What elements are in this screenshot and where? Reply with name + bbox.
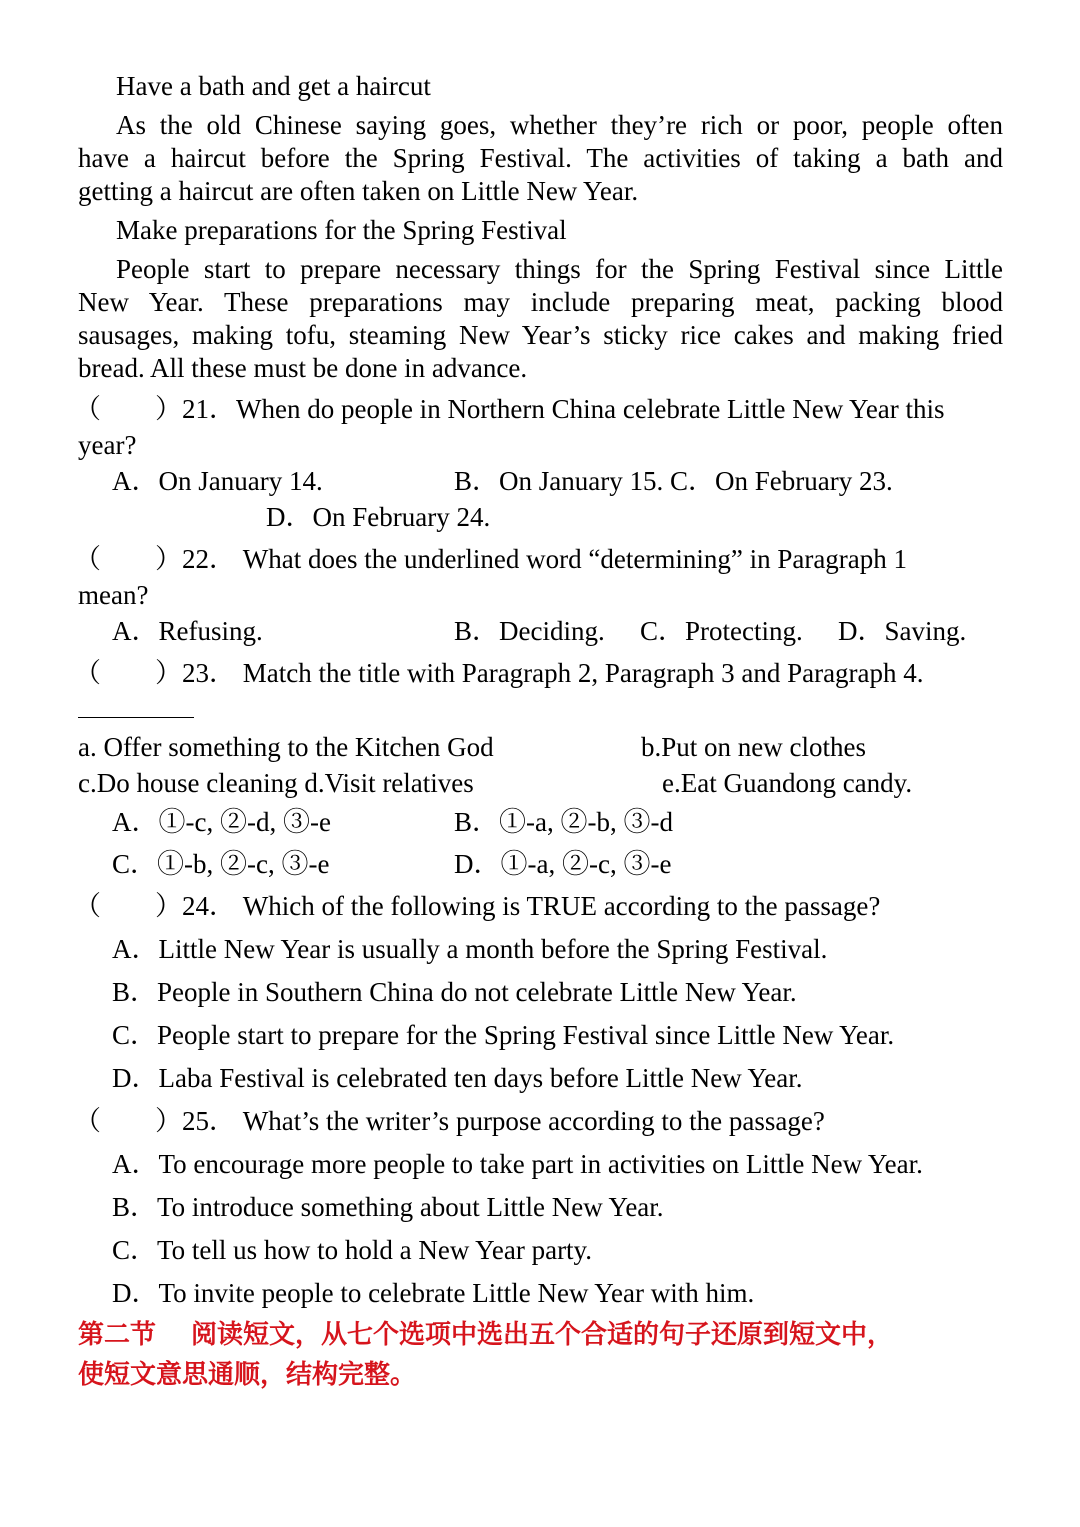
para2-line-2: New Year. These preparations may include preparing meat, packing blood [78, 287, 1003, 317]
q22-stem-cont: mean? [78, 580, 149, 610]
para2-body [78, 253, 1003, 385]
q25-option-a-row [78, 1143, 1003, 1186]
q23-title-b: b.Put on new clothes [641, 732, 866, 762]
exam-page [74, 70, 1003, 1395]
q25-option-d-row [78, 1272, 1003, 1315]
q25-option-c-row [78, 1229, 1003, 1272]
q24-option-b: B．People in Southern China do not celebrate Little New Year. [112, 977, 797, 1007]
q25-option-b-row [78, 1186, 1003, 1229]
q21-stem-row [74, 391, 1003, 427]
q22-stem-row [74, 541, 1003, 577]
q22-stem: （ ）22． What does the underlined word “determining” in Paragraph 1 [74, 544, 908, 574]
q21-option-d: D．On February 24. [266, 502, 491, 532]
q23-title-a: a. Offer something to the Kitchen God [78, 732, 494, 762]
q23-titles-row-1 [78, 729, 1003, 765]
q22-option-b: B．Deciding. [454, 616, 605, 646]
para1-heading: Have a bath and get a haircut [116, 71, 431, 101]
q24-option-d-row [78, 1057, 1003, 1100]
q24-option-d: D．Laba Festival is celebrated ten days before Little New Year. [112, 1063, 803, 1093]
q24-stem: （ ）24． Which of the following is TRUE according to the passage? [74, 891, 881, 921]
q25-option-c: C．To tell us how to hold a New Year party. [112, 1235, 593, 1265]
q23-option-b: B．①-a, ②-b, ③-d [454, 807, 673, 837]
para1-line-1: As the old Chinese saying goes, whether they’re rich or poor, people often [116, 110, 1003, 140]
para2-line-4: bread. All these must be done in advance. [78, 353, 528, 383]
q23-stem: （ ）23． Match the title with Paragraph 2, Paragraph 3 and Paragraph 4. [74, 658, 924, 688]
q25-option-b: B．To introduce something about Little New Year. [112, 1192, 664, 1222]
section2-instruction-line-1: 第二节 阅读短文，从七个选项中选出五个合适的句子还原到短文中， [78, 1320, 894, 1350]
q23-title-c-d: c.Do house cleaning d.Visit relatives [78, 768, 474, 798]
para2-heading: Make preparations for the Spring Festival [116, 215, 567, 245]
q22-option-a: A．Refusing. [112, 616, 263, 646]
para1-line-3: getting a haircut are often taken on Little New Year. [78, 176, 639, 206]
q23-title-e: e.Eat Guandong candy. [662, 768, 913, 798]
q21-stem: （ ）21．When do people in Northern China celebrate Little New Year this [74, 394, 945, 424]
q22-stem-row-2 [78, 577, 1003, 613]
q21-options-row-2 [78, 499, 1003, 535]
q23-option-d: D．①-a, ②-c, ③-e [454, 849, 672, 879]
q21-stem-cont: year? [78, 430, 137, 460]
q23-options-row-1 [78, 801, 1003, 843]
para2-line-1: People start to prepare necessary things for the Spring Festival since Little [116, 254, 1003, 284]
q25-option-a: A．To encourage more people to take part in activities on Little New Year. [112, 1149, 923, 1179]
q23-option-c: C．①-b, ②-c, ③-e [112, 849, 330, 879]
q25-option-d: D．To invite people to celebrate Little New Year with him. [112, 1278, 755, 1308]
q21-option-a: A．On January 14. [112, 466, 323, 496]
section2-instruction-line-2: 使短文意思通顺，结构完整。 [78, 1360, 417, 1390]
q21-options-row [78, 463, 1003, 499]
q24-option-c: C．People start to prepare for the Spring Festival since Little New Year. [112, 1020, 895, 1050]
q23-answer-blank[interactable] [78, 691, 194, 727]
q24-option-a: A．Little New Year is usually a month before the Spring Festival. [112, 934, 828, 964]
q24-option-c-row [78, 1014, 1003, 1057]
para2-line-3: sausages, making tofu, steaming New Year’s sticky rice cakes and making fried [78, 320, 1003, 350]
para1-body [78, 109, 1003, 208]
q23-titles-row-2 [78, 765, 1003, 801]
q25-stem: （ ）25． What’s the writer’s purpose according to the passage? [74, 1106, 825, 1136]
q23-options-row-2 [78, 843, 1003, 885]
q22-option-c: C．Protecting. [640, 616, 803, 646]
q22-options-row [78, 613, 1003, 649]
q22-option-d: D．Saving. [838, 616, 967, 646]
q21-stem-row-2 [78, 427, 1003, 463]
q23-stem-row [74, 655, 1003, 691]
q23-option-a: A．①-c, ②-d, ③-e [112, 807, 331, 837]
q25-stem-row [74, 1100, 1003, 1143]
q24-option-a-row [78, 928, 1003, 971]
q23-answer-blank-row [78, 691, 1003, 729]
q24-stem-row [74, 885, 1003, 928]
q24-option-b-row [78, 971, 1003, 1014]
q21-option-b-c: B．On January 15. C．On February 23. [454, 466, 893, 496]
para1-line-2: have a haircut before the Spring Festival. The activities of taking a bath and [78, 143, 1003, 173]
